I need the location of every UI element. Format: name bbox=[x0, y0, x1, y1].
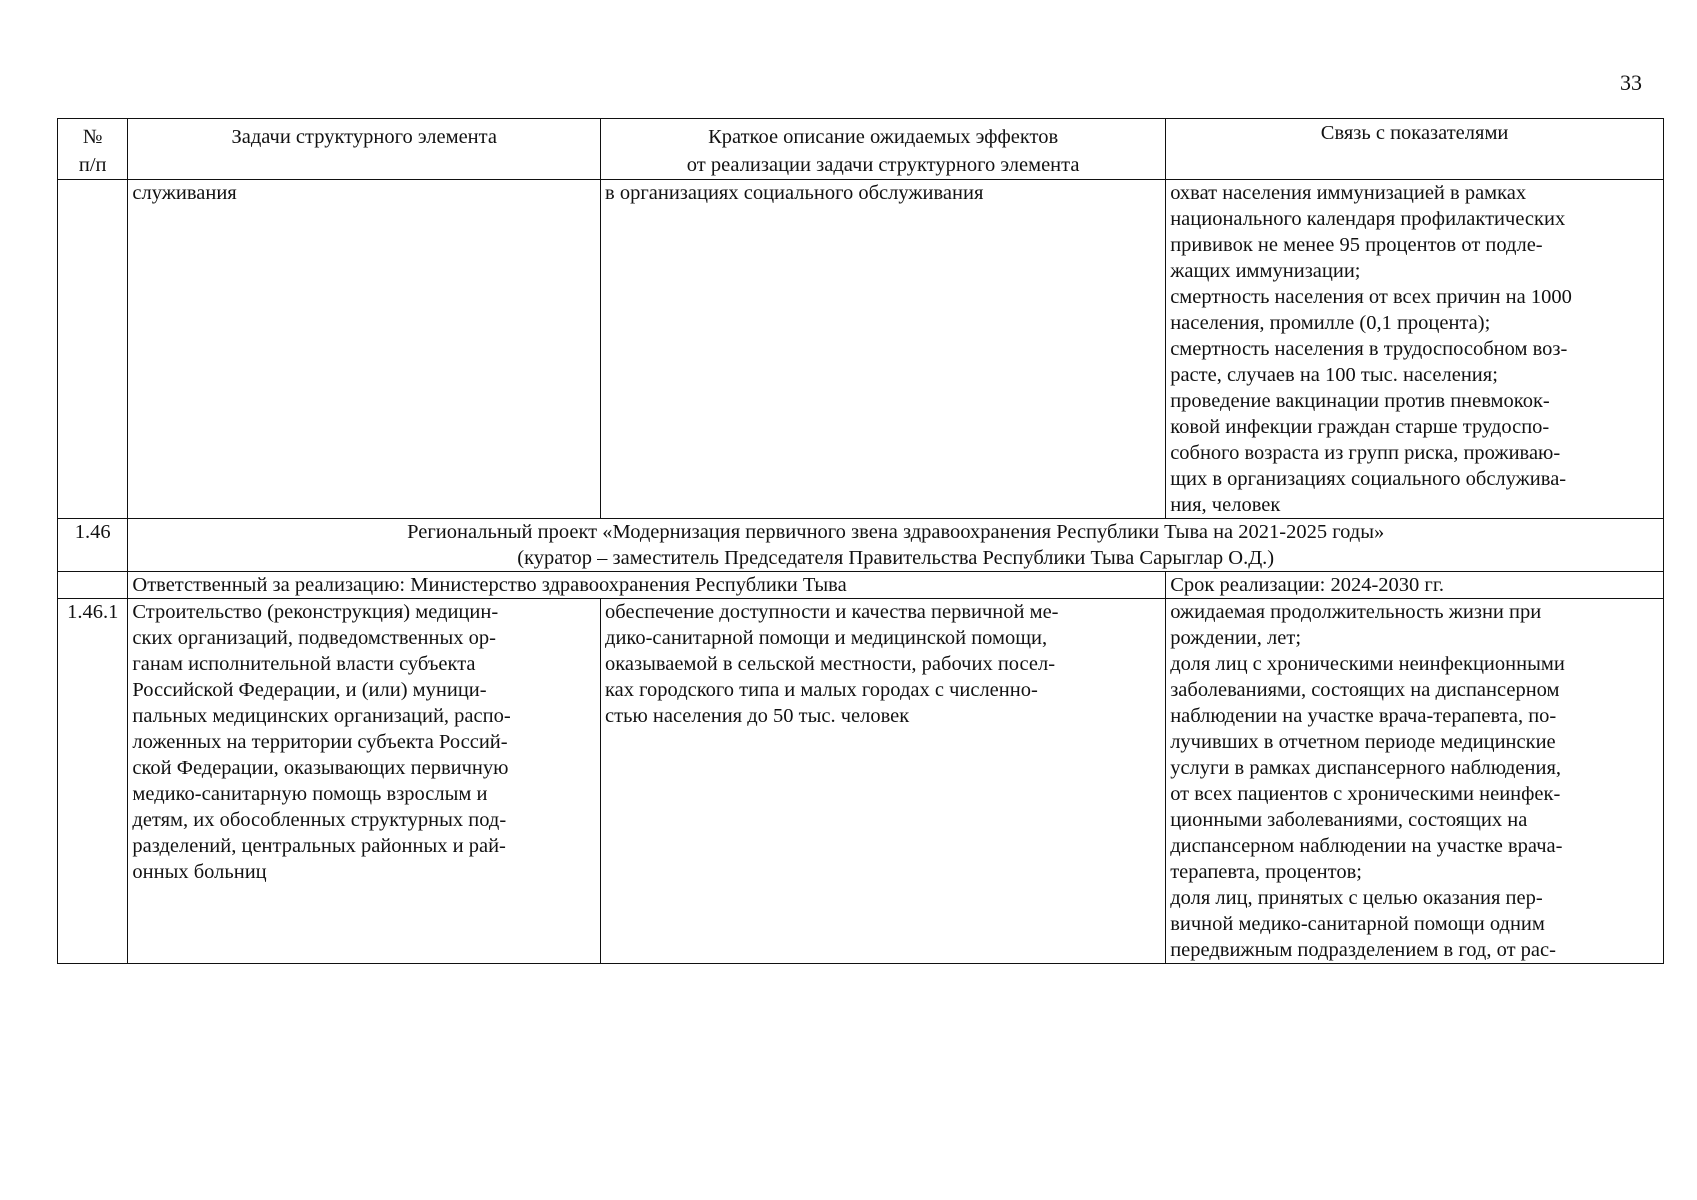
continuation-link-line: ковой инфекции граждан старше трудоспо- bbox=[1170, 416, 1550, 439]
link-line: рождении, лет; bbox=[1170, 627, 1302, 650]
project-row bbox=[58, 519, 1664, 572]
link-line: от всех пациентов с хроническими неинфек- bbox=[1170, 783, 1561, 806]
link-line: передвижным подразделением в год, от рас- bbox=[1170, 939, 1556, 962]
continuation-link-line: национального календаря профилактических bbox=[1170, 208, 1566, 231]
effect-line: стью населения до 50 тыс. человек bbox=[605, 705, 910, 728]
task-line: ложенных на территории субъекта Россий- bbox=[132, 731, 508, 754]
task-line: детям, их обособленных структурных под- bbox=[132, 809, 507, 832]
link-line: заболеваниями, состоящих на диспансерном bbox=[1170, 679, 1560, 702]
page-number: 33 bbox=[1620, 70, 1642, 95]
task-line: Российской Федерации, и (или) муници- bbox=[132, 679, 487, 702]
link-line: услуги в рамках диспансерного наблюдения, bbox=[1170, 757, 1562, 780]
link-line: доля лиц, принятых с целью оказания пер- bbox=[1170, 887, 1543, 910]
task-effect-cell bbox=[601, 599, 1166, 964]
continuation-link-cell bbox=[1166, 180, 1664, 519]
header-num-line1: № bbox=[82, 126, 103, 148]
link-line: наблюдении на участке врача-терапевта, по- bbox=[1170, 705, 1557, 728]
task-line: пальных медицинских организаций, распо- bbox=[132, 705, 511, 728]
effect-line: дико-санитарной помощи и медицинской помощи, bbox=[605, 627, 1048, 650]
table-header-row bbox=[58, 119, 1664, 180]
project-curator: (куратор – заместитель Председателя Правительства Республики Тыва Сарыглар О.Д.) bbox=[517, 547, 1275, 570]
continuation-link-line: щих в организациях социального обслужива- bbox=[1170, 468, 1567, 491]
continuation-num-cell bbox=[58, 180, 128, 519]
structural-element-table bbox=[57, 118, 1664, 964]
link-line: ожидаемая продолжительность жизни при bbox=[1170, 601, 1542, 624]
term-cell: Срок реализации: 2024-2030 гг. bbox=[1166, 572, 1664, 599]
continuation-link-line: прививок не менее 95 процентов от подле- bbox=[1170, 234, 1543, 257]
task-line: разделений, центральных районных и рай- bbox=[132, 835, 506, 858]
responsible-num-cell bbox=[58, 572, 128, 599]
header-effect-line2: от реализации задачи структурного элемента bbox=[686, 154, 1080, 177]
continuation-link-line: населения, промилле (0,1 процента); bbox=[1170, 312, 1491, 335]
task-line: ской Федерации, оказывающих первичную bbox=[132, 757, 509, 780]
continuation-row bbox=[58, 180, 1664, 519]
task-line: Строительство (реконструкция) медицин- bbox=[132, 601, 499, 624]
task-line: медико-санитарную помощь взрослым и bbox=[132, 783, 488, 806]
header-num-cell bbox=[58, 119, 128, 180]
task-line: ганам исполнительной власти субъекта bbox=[132, 653, 476, 676]
header-effect-cell bbox=[601, 119, 1166, 180]
header-task-cell: Задачи структурного элемента bbox=[128, 119, 601, 180]
task-row bbox=[58, 599, 1664, 964]
task-description-cell bbox=[128, 599, 601, 964]
continuation-link-line: охват населения иммунизацией в рамках bbox=[1170, 182, 1527, 205]
link-line: лучивших в отчетном периоде медицинские bbox=[1170, 731, 1556, 754]
project-title: Региональный проект «Модернизация первичного звена здравоохранения Республики Тыва на 2021-2025 годы» bbox=[407, 521, 1385, 544]
continuation-link-line: ния, человек bbox=[1170, 494, 1281, 517]
link-line: терапевта, процентов; bbox=[1170, 861, 1362, 884]
responsible-cell: Ответственный за реализацию: Министерство здравоохранения Республики Тыва bbox=[128, 572, 1166, 599]
project-title-cell bbox=[128, 519, 1664, 572]
effect-line: ках городского типа и малых городах с численно- bbox=[605, 679, 1038, 702]
link-line: диспансерном наблюдении на участке врача- bbox=[1170, 835, 1563, 858]
task-line: онных больниц bbox=[132, 861, 267, 884]
continuation-link-line: проведение вакцинации против пневмокок- bbox=[1170, 390, 1550, 413]
continuation-link-line: смертность населения от всех причин на 1000 bbox=[1170, 286, 1572, 309]
link-line: вичной медико-санитарной помощи одним bbox=[1170, 913, 1545, 936]
header-effect-line1: Краткое описание ожидаемых эффектов bbox=[708, 126, 1059, 148]
link-line: доля лиц с хроническими неинфекционными bbox=[1170, 653, 1565, 676]
responsible-row bbox=[58, 572, 1664, 599]
task-num-cell: 1.46.1 bbox=[58, 599, 128, 964]
continuation-link-line: расте, случаев на 100 тыс. населения; bbox=[1170, 364, 1498, 387]
link-line: ционными заболеваниями, состоящих на bbox=[1170, 809, 1528, 832]
header-link-cell: Связь с показателями bbox=[1166, 119, 1664, 180]
continuation-task-cell: служивания bbox=[128, 180, 601, 519]
continuation-link-line: жащих иммунизации; bbox=[1170, 260, 1361, 283]
continuation-link-line: смертность населения в трудоспособном воз- bbox=[1170, 338, 1568, 361]
task-line: ских организаций, подведомственных ор- bbox=[132, 627, 496, 650]
project-num-cell: 1.46 bbox=[58, 519, 128, 572]
continuation-link-line: собного возраста из групп риска, проживаю- bbox=[1170, 442, 1561, 465]
effect-line: оказываемой в сельской местности, рабочих посел- bbox=[605, 653, 1056, 676]
continuation-effect-cell: в организациях социального обслуживания bbox=[601, 180, 1166, 519]
effect-line: обеспечение доступности и качества первичной ме- bbox=[605, 601, 1059, 624]
task-link-cell bbox=[1166, 599, 1664, 964]
header-num-line2: п/п bbox=[78, 154, 107, 177]
